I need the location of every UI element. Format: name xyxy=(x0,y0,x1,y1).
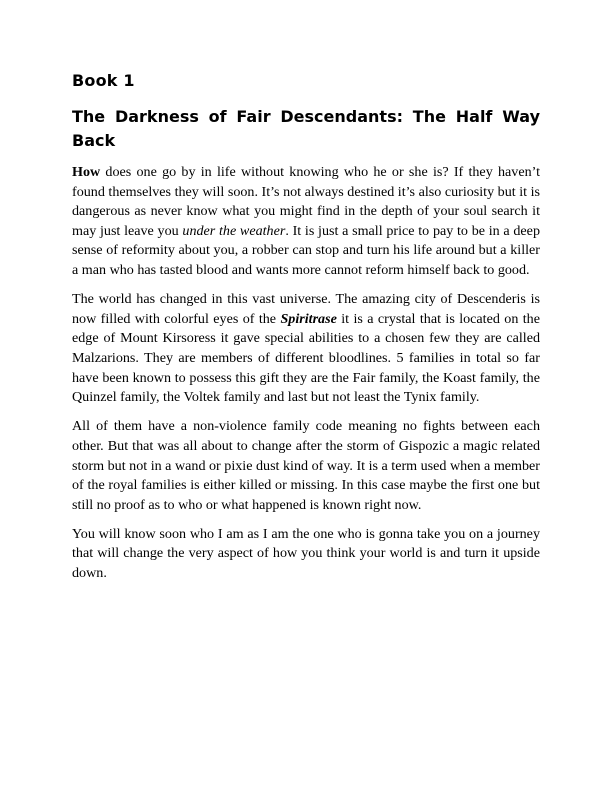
paragraph-1-italic-phrase: under the weather xyxy=(182,222,286,239)
paragraph-4: You will know soon who I am as I am the one who is gonna take you on a journey that will change the very aspect of how you think your world is and turn it upside down. xyxy=(72,525,540,582)
page-content xyxy=(72,70,540,593)
paragraph-2 xyxy=(72,290,540,408)
book-heading: Book 1 xyxy=(72,71,135,90)
paragraph-1 xyxy=(72,163,540,281)
paragraph-1-lead-word: How xyxy=(72,164,101,180)
chapter-title: The Darkness of Fair Descendants: The Half Way Back xyxy=(72,107,540,150)
paragraph-2-text-b: it is a crystal that is located on the edge of Mount Kirsoress it gave special abilities to a chosen few they are called Malzarions. They are members of different bloodlines. 5 families in total so far have been known to possess this gift they are the Fair family, the Koast family, the Quinzel family, the Voltek family and last but not least the Tynix family. xyxy=(72,310,540,406)
paragraph-1-text-a: does one go by in life without knowing who he or she is? If they haven’t found themselves they will soon. It’s not always destined it’s also curiosity but it is dangerous as never know what you might find in the depth of your soul search it may just leave you xyxy=(72,164,540,239)
paragraph-2-crystal-name: Spiritrase xyxy=(280,310,337,327)
paragraph-1-text-b: . It is just a small price to pay to be in a deep sense of reformity about you, a robber can stop and turn his life around but a killer a man who has tasted blood and wants more cannot reform himself back to good. xyxy=(72,222,540,278)
paragraph-2-text-a: The world has changed in this vast universe. The amazing city of Descenderis is now filled with colorful eyes of the xyxy=(72,291,540,327)
paragraph-3: All of them have a non-violence family code meaning no fights between each other. But that was all about to change after the storm of Gispozic a magic related storm but not in a wand or pixie dust kind of way. It is a term used when a member of the royal families is either killed or missing. In this case maybe the first one but still no proof as to who or what happened is known right now. xyxy=(72,418,540,513)
